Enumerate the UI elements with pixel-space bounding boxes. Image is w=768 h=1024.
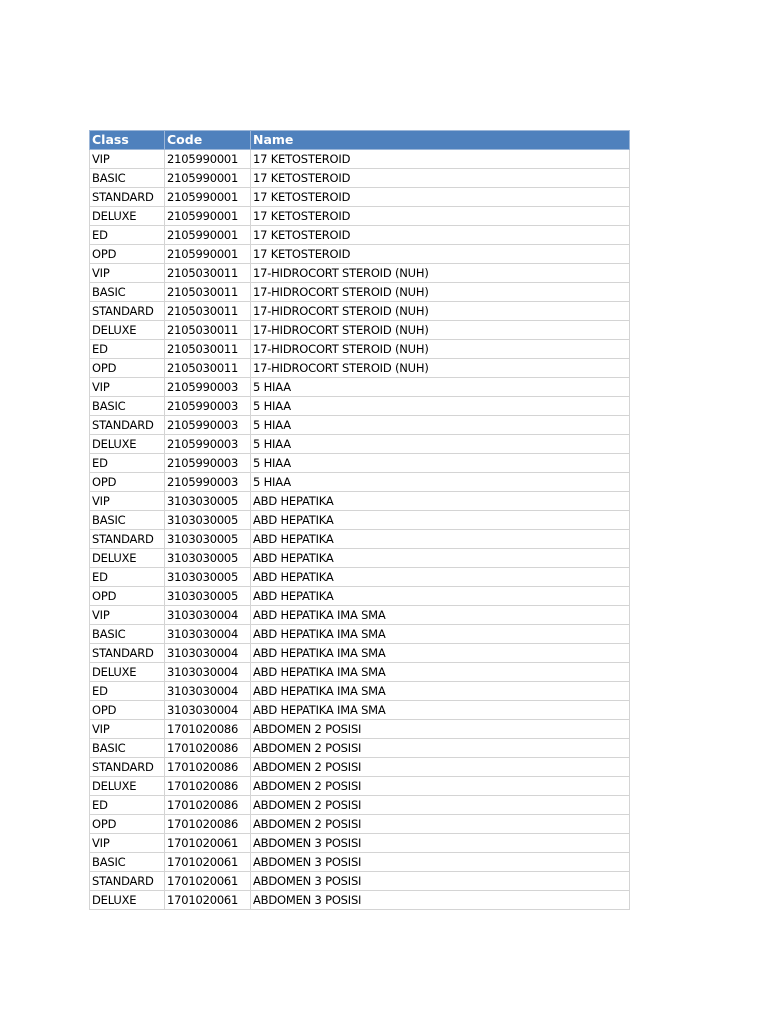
class-cell: BASIC — [90, 397, 165, 416]
table-row — [90, 264, 630, 283]
class-cell: STANDARD — [90, 872, 165, 891]
table-row — [90, 682, 630, 701]
column-header-name: Name — [251, 131, 630, 150]
class-cell: DELUXE — [90, 777, 165, 796]
table-row — [90, 549, 630, 568]
table-row — [90, 853, 630, 872]
class-cell: ED — [90, 226, 165, 245]
table-row — [90, 663, 630, 682]
code-cell: 2105990003 — [165, 473, 251, 492]
class-cell: OPD — [90, 245, 165, 264]
class-cell: VIP — [90, 264, 165, 283]
table-row — [90, 625, 630, 644]
name-cell: 17-HIDROCORT STEROID (NUH) — [251, 340, 630, 359]
table-row — [90, 207, 630, 226]
code-cell: 2105030011 — [165, 359, 251, 378]
class-cell: OPD — [90, 473, 165, 492]
code-cell: 3103030004 — [165, 625, 251, 644]
name-cell: 17-HIDROCORT STEROID (NUH) — [251, 321, 630, 340]
class-cell: DELUXE — [90, 207, 165, 226]
name-cell: ABD HEPATIKA — [251, 549, 630, 568]
name-cell: ABDOMEN 2 POSISI — [251, 777, 630, 796]
table-row — [90, 606, 630, 625]
table-row — [90, 834, 630, 853]
code-cell: 3103030004 — [165, 701, 251, 720]
name-cell: ABDOMEN 2 POSISI — [251, 758, 630, 777]
class-cell: DELUXE — [90, 891, 165, 910]
name-cell: 5 HIAA — [251, 416, 630, 435]
code-cell: 1701020086 — [165, 777, 251, 796]
name-cell: ABD HEPATIKA IMA SMA — [251, 682, 630, 701]
name-cell: ABD HEPATIKA — [251, 511, 630, 530]
code-cell: 2105990001 — [165, 207, 251, 226]
class-cell: BASIC — [90, 511, 165, 530]
name-cell: ABDOMEN 3 POSISI — [251, 872, 630, 891]
class-cell: STANDARD — [90, 416, 165, 435]
code-cell: 2105990001 — [165, 245, 251, 264]
table-row — [90, 492, 630, 511]
name-cell: ABDOMEN 2 POSISI — [251, 739, 630, 758]
table-row — [90, 340, 630, 359]
table-row — [90, 283, 630, 302]
name-cell: ABD HEPATIKA IMA SMA — [251, 663, 630, 682]
name-cell: 17 KETOSTEROID — [251, 226, 630, 245]
class-cell: STANDARD — [90, 302, 165, 321]
name-cell: ABD HEPATIKA IMA SMA — [251, 644, 630, 663]
table-row — [90, 530, 630, 549]
class-cell: OPD — [90, 701, 165, 720]
class-cell: DELUXE — [90, 549, 165, 568]
table-body — [90, 150, 630, 910]
class-cell: VIP — [90, 378, 165, 397]
code-cell: 3103030004 — [165, 606, 251, 625]
class-cell: STANDARD — [90, 758, 165, 777]
code-cell: 1701020086 — [165, 739, 251, 758]
table-row — [90, 473, 630, 492]
name-cell: 5 HIAA — [251, 435, 630, 454]
code-cell: 2105990001 — [165, 169, 251, 188]
class-cell: BASIC — [90, 739, 165, 758]
class-cell: STANDARD — [90, 644, 165, 663]
name-cell: 17-HIDROCORT STEROID (NUH) — [251, 359, 630, 378]
code-cell: 2105990001 — [165, 188, 251, 207]
code-cell: 2105990003 — [165, 435, 251, 454]
column-header-class: Class — [90, 131, 165, 150]
code-cell: 3103030005 — [165, 568, 251, 587]
class-cell: BASIC — [90, 283, 165, 302]
table-row — [90, 150, 630, 169]
name-cell: ABDOMEN 3 POSISI — [251, 834, 630, 853]
class-cell: VIP — [90, 606, 165, 625]
class-cell: ED — [90, 682, 165, 701]
name-cell: 17-HIDROCORT STEROID (NUH) — [251, 283, 630, 302]
table-row — [90, 302, 630, 321]
code-cell: 1701020086 — [165, 758, 251, 777]
table-row — [90, 435, 630, 454]
code-cell: 3103030005 — [165, 549, 251, 568]
code-cell: 2105990001 — [165, 226, 251, 245]
name-cell: ABD HEPATIKA IMA SMA — [251, 606, 630, 625]
code-cell: 1701020061 — [165, 834, 251, 853]
name-cell: 5 HIAA — [251, 397, 630, 416]
table-row — [90, 891, 630, 910]
name-cell: ABDOMEN 3 POSISI — [251, 853, 630, 872]
class-cell: DELUXE — [90, 321, 165, 340]
code-cell: 2105990001 — [165, 150, 251, 169]
class-cell: DELUXE — [90, 663, 165, 682]
code-cell: 2105030011 — [165, 302, 251, 321]
code-cell: 3103030005 — [165, 587, 251, 606]
class-cell: STANDARD — [90, 188, 165, 207]
table-row — [90, 511, 630, 530]
code-cell: 2105990003 — [165, 416, 251, 435]
price-list-table — [89, 130, 630, 910]
name-cell: 17 KETOSTEROID — [251, 188, 630, 207]
table-row — [90, 872, 630, 891]
table-row — [90, 701, 630, 720]
table-header-row — [90, 131, 630, 150]
table-row — [90, 758, 630, 777]
name-cell: ABD HEPATIKA IMA SMA — [251, 701, 630, 720]
name-cell: 5 HIAA — [251, 454, 630, 473]
column-header-code: Code — [165, 131, 251, 150]
class-cell: STANDARD — [90, 530, 165, 549]
table-row — [90, 378, 630, 397]
name-cell: 17 KETOSTEROID — [251, 169, 630, 188]
name-cell: ABD HEPATIKA — [251, 530, 630, 549]
name-cell: ABD HEPATIKA — [251, 492, 630, 511]
code-cell: 2105030011 — [165, 264, 251, 283]
code-cell: 2105990003 — [165, 378, 251, 397]
name-cell: 17-HIDROCORT STEROID (NUH) — [251, 302, 630, 321]
code-cell: 1701020086 — [165, 796, 251, 815]
code-cell: 3103030005 — [165, 511, 251, 530]
code-cell: 3103030004 — [165, 663, 251, 682]
table-row — [90, 739, 630, 758]
name-cell: ABD HEPATIKA — [251, 587, 630, 606]
class-cell: OPD — [90, 587, 165, 606]
class-cell: VIP — [90, 150, 165, 169]
name-cell: ABDOMEN 2 POSISI — [251, 815, 630, 834]
name-cell: 17-HIDROCORT STEROID (NUH) — [251, 264, 630, 283]
table-row — [90, 188, 630, 207]
name-cell: 17 KETOSTEROID — [251, 207, 630, 226]
table-row — [90, 359, 630, 378]
code-cell: 2105030011 — [165, 340, 251, 359]
name-cell: ABDOMEN 2 POSISI — [251, 720, 630, 739]
class-cell: ED — [90, 796, 165, 815]
code-cell: 2105030011 — [165, 321, 251, 340]
name-cell: ABDOMEN 2 POSISI — [251, 796, 630, 815]
table-row — [90, 644, 630, 663]
table-row — [90, 815, 630, 834]
price-list-sheet — [89, 130, 629, 910]
table-row — [90, 796, 630, 815]
class-cell: VIP — [90, 492, 165, 511]
table-row — [90, 777, 630, 796]
table-row — [90, 321, 630, 340]
class-cell: OPD — [90, 815, 165, 834]
table-row — [90, 245, 630, 264]
class-cell: BASIC — [90, 853, 165, 872]
class-cell: BASIC — [90, 625, 165, 644]
code-cell: 2105990003 — [165, 397, 251, 416]
class-cell: ED — [90, 454, 165, 473]
name-cell: ABDOMEN 3 POSISI — [251, 891, 630, 910]
name-cell: 5 HIAA — [251, 378, 630, 397]
table-row — [90, 169, 630, 188]
class-cell: ED — [90, 568, 165, 587]
class-cell: DELUXE — [90, 435, 165, 454]
name-cell: 5 HIAA — [251, 473, 630, 492]
name-cell: ABD HEPATIKA IMA SMA — [251, 625, 630, 644]
class-cell: VIP — [90, 720, 165, 739]
code-cell: 2105990003 — [165, 454, 251, 473]
name-cell: 17 KETOSTEROID — [251, 245, 630, 264]
class-cell: VIP — [90, 834, 165, 853]
name-cell: 17 KETOSTEROID — [251, 150, 630, 169]
table-row — [90, 587, 630, 606]
code-cell: 3103030004 — [165, 644, 251, 663]
table-row — [90, 720, 630, 739]
table-row — [90, 397, 630, 416]
code-cell: 1701020061 — [165, 853, 251, 872]
table-row — [90, 416, 630, 435]
code-cell: 1701020061 — [165, 891, 251, 910]
code-cell: 3103030005 — [165, 492, 251, 511]
class-cell: OPD — [90, 359, 165, 378]
name-cell: ABD HEPATIKA — [251, 568, 630, 587]
class-cell: ED — [90, 340, 165, 359]
code-cell: 1701020086 — [165, 720, 251, 739]
table-row — [90, 454, 630, 473]
code-cell: 1701020086 — [165, 815, 251, 834]
table-row — [90, 568, 630, 587]
code-cell: 2105030011 — [165, 283, 251, 302]
class-cell: BASIC — [90, 169, 165, 188]
code-cell: 1701020061 — [165, 872, 251, 891]
table-row — [90, 226, 630, 245]
code-cell: 3103030004 — [165, 682, 251, 701]
code-cell: 3103030005 — [165, 530, 251, 549]
